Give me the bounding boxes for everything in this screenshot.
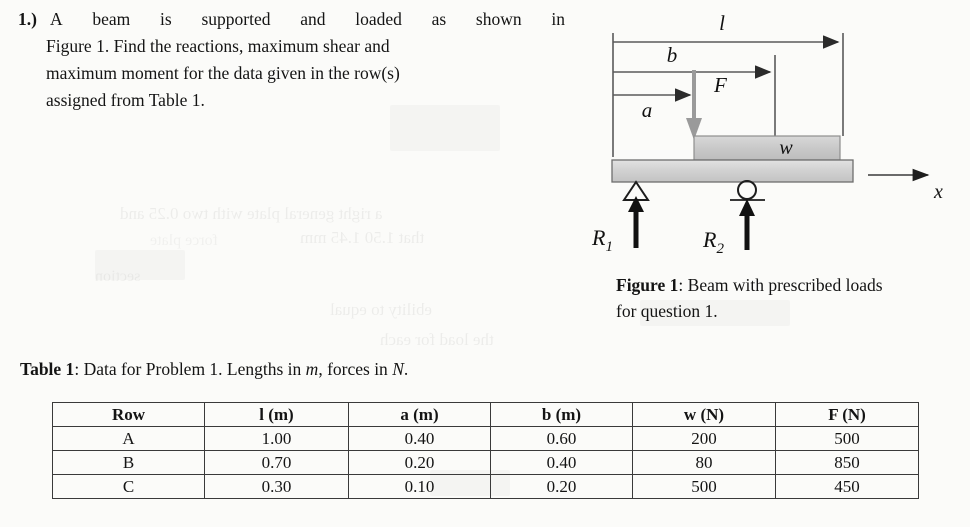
cell-l: 1.00 [205,427,349,451]
question-line-4: assigned from Table 1. [46,90,205,110]
scan-smudge [95,250,185,280]
column-header-a: a (m) [349,403,491,427]
table-row [53,451,919,475]
scan-bleed-artifact: a right general plate with two 0.25 and [120,204,383,223]
roller-support [702,181,765,257]
label-force-F: F [714,73,727,97]
cell-w: 80 [633,451,776,475]
question-word: A [50,9,63,29]
table-caption [20,359,408,380]
label-dim-b: b [666,43,678,67]
cell-row-label: B [53,451,205,475]
figure-caption [616,272,966,324]
cell-b: 0.60 [491,427,633,451]
figure-caption-label: Figure 1 [616,275,679,295]
pin-support [591,182,648,255]
cell-row-label: A [53,427,205,451]
question-number: 1.) [18,9,37,29]
figure-caption-line-2: for question 1. [616,301,718,321]
scan-bleed-artifact: ebility to equal [330,300,432,319]
question-word: is [160,9,172,29]
unit-newtons: N [392,359,404,379]
table-caption-text-c: . [403,359,409,379]
unit-meters: m [305,359,319,379]
point-load-F [686,70,727,140]
column-header-row: Row [53,403,205,427]
label-dim-a: a [641,98,653,122]
column-header-f: F (N) [776,403,919,427]
figure-caption-separator: : [678,275,688,295]
cell-a: 0.20 [349,451,491,475]
cell-w: 500 [633,475,776,499]
question-line-1 [46,6,565,33]
cell-l: 0.70 [205,451,349,475]
dimension-l [613,11,838,42]
cell-b: 0.20 [491,475,633,499]
cell-b: 0.40 [491,451,633,475]
question-word: and [300,9,326,29]
table-caption-text-b: , forces in [318,359,393,379]
column-header-l: l (m) [205,403,349,427]
column-header-w: w (N) [633,403,776,427]
column-header-b: b (m) [491,403,633,427]
table-caption-label: Table 1 [20,359,75,379]
question-word: shown [475,9,522,29]
scan-bleed-artifact [95,268,140,286]
label-distributed-w: w [779,137,793,159]
beam-body [612,160,853,182]
cell-l: 0.30 [205,475,349,499]
label-length-l: l [719,11,725,35]
label-reaction-R2: $R_2$ [703,227,724,257]
cell-row-label: C [53,475,205,499]
scan-bleed-artifact: that 1.50 1.45 mm [300,228,425,247]
scan-bleed-artifact [150,232,218,250]
question-word: in [551,9,565,29]
dimension-b [613,43,770,72]
figure-caption-line-1: Beam with prescribed loads [687,275,883,295]
scan-bleed-artifact: the load for each [380,330,494,349]
table-row [53,427,919,451]
cell-f: 450 [776,475,919,499]
label-reaction-R1: $R_1$ [592,225,613,255]
question-line-2: Figure 1. Find the reactions, maximum shear and [46,36,390,56]
dimension-a [613,95,690,122]
table-row [53,475,919,499]
cell-w: 200 [633,427,776,451]
distributed-load-block [694,136,840,160]
table-caption-separator: : [74,359,84,379]
problem-data-table [52,402,919,499]
cell-f: 500 [776,427,919,451]
question-line-3: maximum moment for the data given in the row(s) [46,63,400,83]
cell-f: 850 [776,451,919,475]
question-word: beam [92,9,131,29]
table-caption-text-a: Data for Problem 1. Lengths in [83,359,306,379]
question-block [10,6,565,114]
question-word: supported [201,9,271,29]
label-axis-x: x [934,181,943,203]
beam-diagram [590,0,970,270]
cell-a: 0.40 [349,427,491,451]
question-word: loaded [355,9,402,29]
cell-a: 0.10 [349,475,491,499]
table-header-row [53,403,919,427]
question-word: as [431,9,447,29]
x-axis [868,175,943,203]
